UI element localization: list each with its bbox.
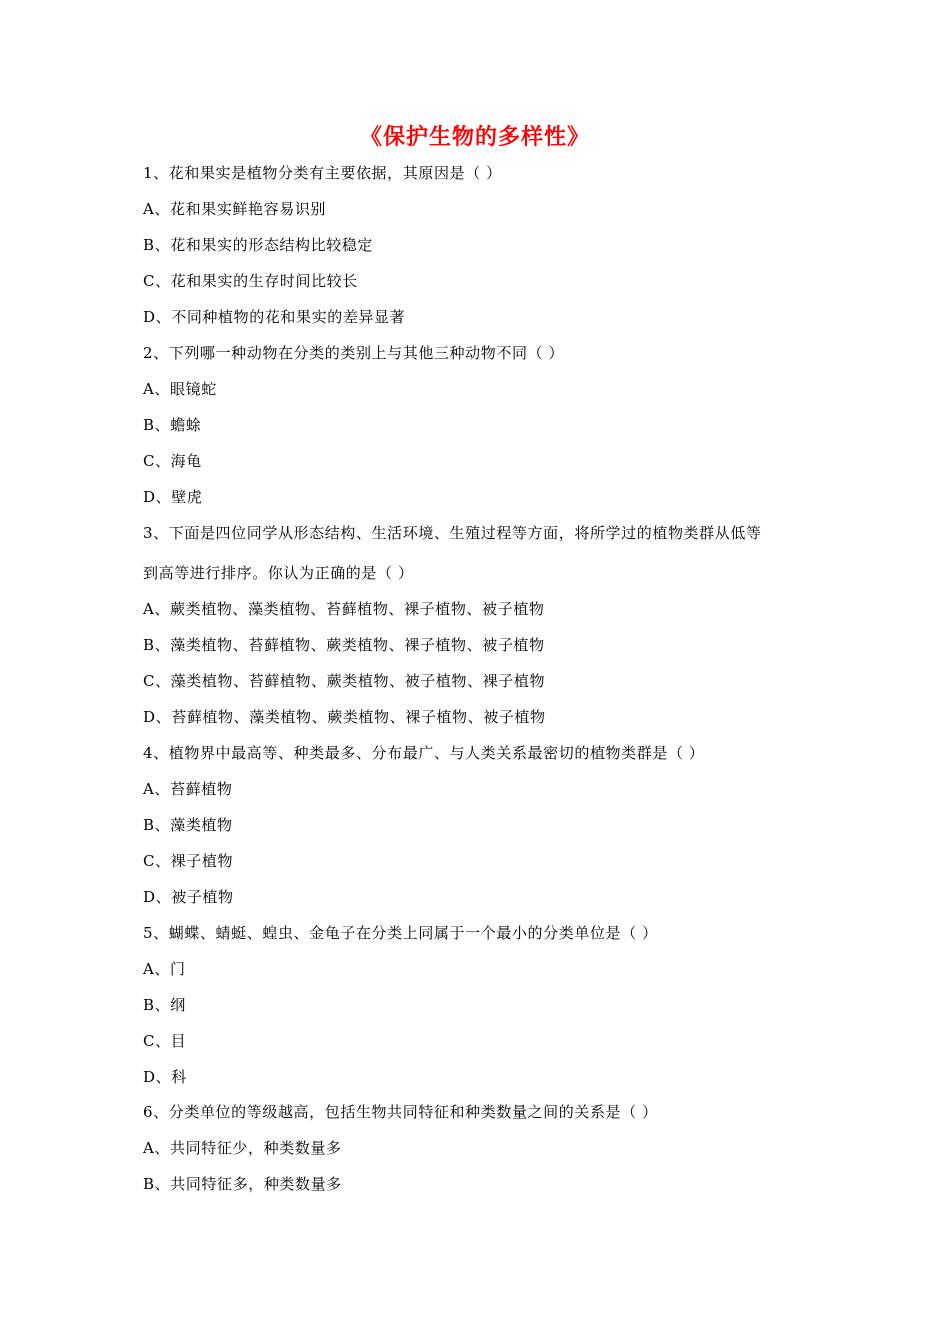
question-1-stem-line-1: 1、花和果实是植物分类有主要依据，其原因是（ ） — [143, 164, 502, 182]
question-2-option-b: B、蟾蜍 — [143, 416, 202, 434]
question-3-stem-line-2: 到高等进行排序。你认为正确的是（ ） — [143, 564, 414, 582]
question-5-stem-line-1: 5、蝴蝶、蜻蜓、蝗虫、金龟子在分类上同属于一个最小的分类单位是（ ） — [143, 924, 658, 942]
question-5-option-b: B、纲 — [143, 996, 186, 1014]
question-5-option-c: C、目 — [143, 1032, 187, 1050]
question-6-option-a: A、共同特征少，种类数量多 — [143, 1139, 342, 1157]
question-6-stem-line-1: 6、分类单位的等级越高，包括生物共同特征和种类数量之间的关系是（ ） — [143, 1103, 658, 1121]
question-3-option-b: B、藻类植物、苔藓植物、蕨类植物、裸子植物、被子植物 — [143, 636, 545, 654]
question-4-option-c: C、裸子植物 — [143, 852, 234, 870]
question-1-option-c: C、花和果实的生存时间比较长 — [143, 272, 358, 290]
question-2-option-c: C、海龟 — [143, 452, 202, 470]
question-3-stem-line-1: 3、下面是四位同学从形态结构、生活环境、生殖过程等方面，将所学过的植物类群从低等 — [143, 524, 762, 542]
question-1-option-d: D、不同种植物的花和果实的差异显著 — [143, 308, 406, 326]
question-1-option-b: B、花和果实的形态结构比较稳定 — [143, 236, 374, 254]
question-5-option-a: A、门 — [143, 960, 186, 978]
document-title: 《保护生物的多样性》 — [359, 124, 590, 150]
question-5-option-d: D、科 — [143, 1068, 187, 1086]
question-4-option-d: D、被子植物 — [143, 888, 234, 906]
question-2-option-a: A、眼镜蛇 — [143, 380, 217, 398]
question-4-option-a: A、苔藓植物 — [143, 780, 233, 798]
question-4-stem-line-1: 4、植物界中最高等、种类最多、分布最广、与人类关系最密切的植物类群是（ ） — [143, 744, 705, 762]
question-3-option-d: D、苔藓植物、藻类植物、蕨类植物、裸子植物、被子植物 — [143, 708, 546, 726]
question-1-option-a: A、花和果实鲜艳容易识别 — [143, 200, 327, 218]
question-4-option-b: B、藻类植物 — [143, 816, 233, 834]
question-3-option-a: A、蕨类植物、藻类植物、苔藓植物、裸子植物、被子植物 — [143, 600, 545, 618]
question-2-option-d: D、壁虎 — [143, 488, 203, 506]
question-2-stem-line-1: 2、下列哪一种动物在分类的类别上与其他三种动物不同（ ） — [143, 344, 565, 362]
question-6-option-b: B、共同特征多，种类数量多 — [143, 1175, 342, 1193]
question-3-option-c: C、藻类植物、苔藓植物、蕨类植物、被子植物、裸子植物 — [143, 672, 546, 690]
